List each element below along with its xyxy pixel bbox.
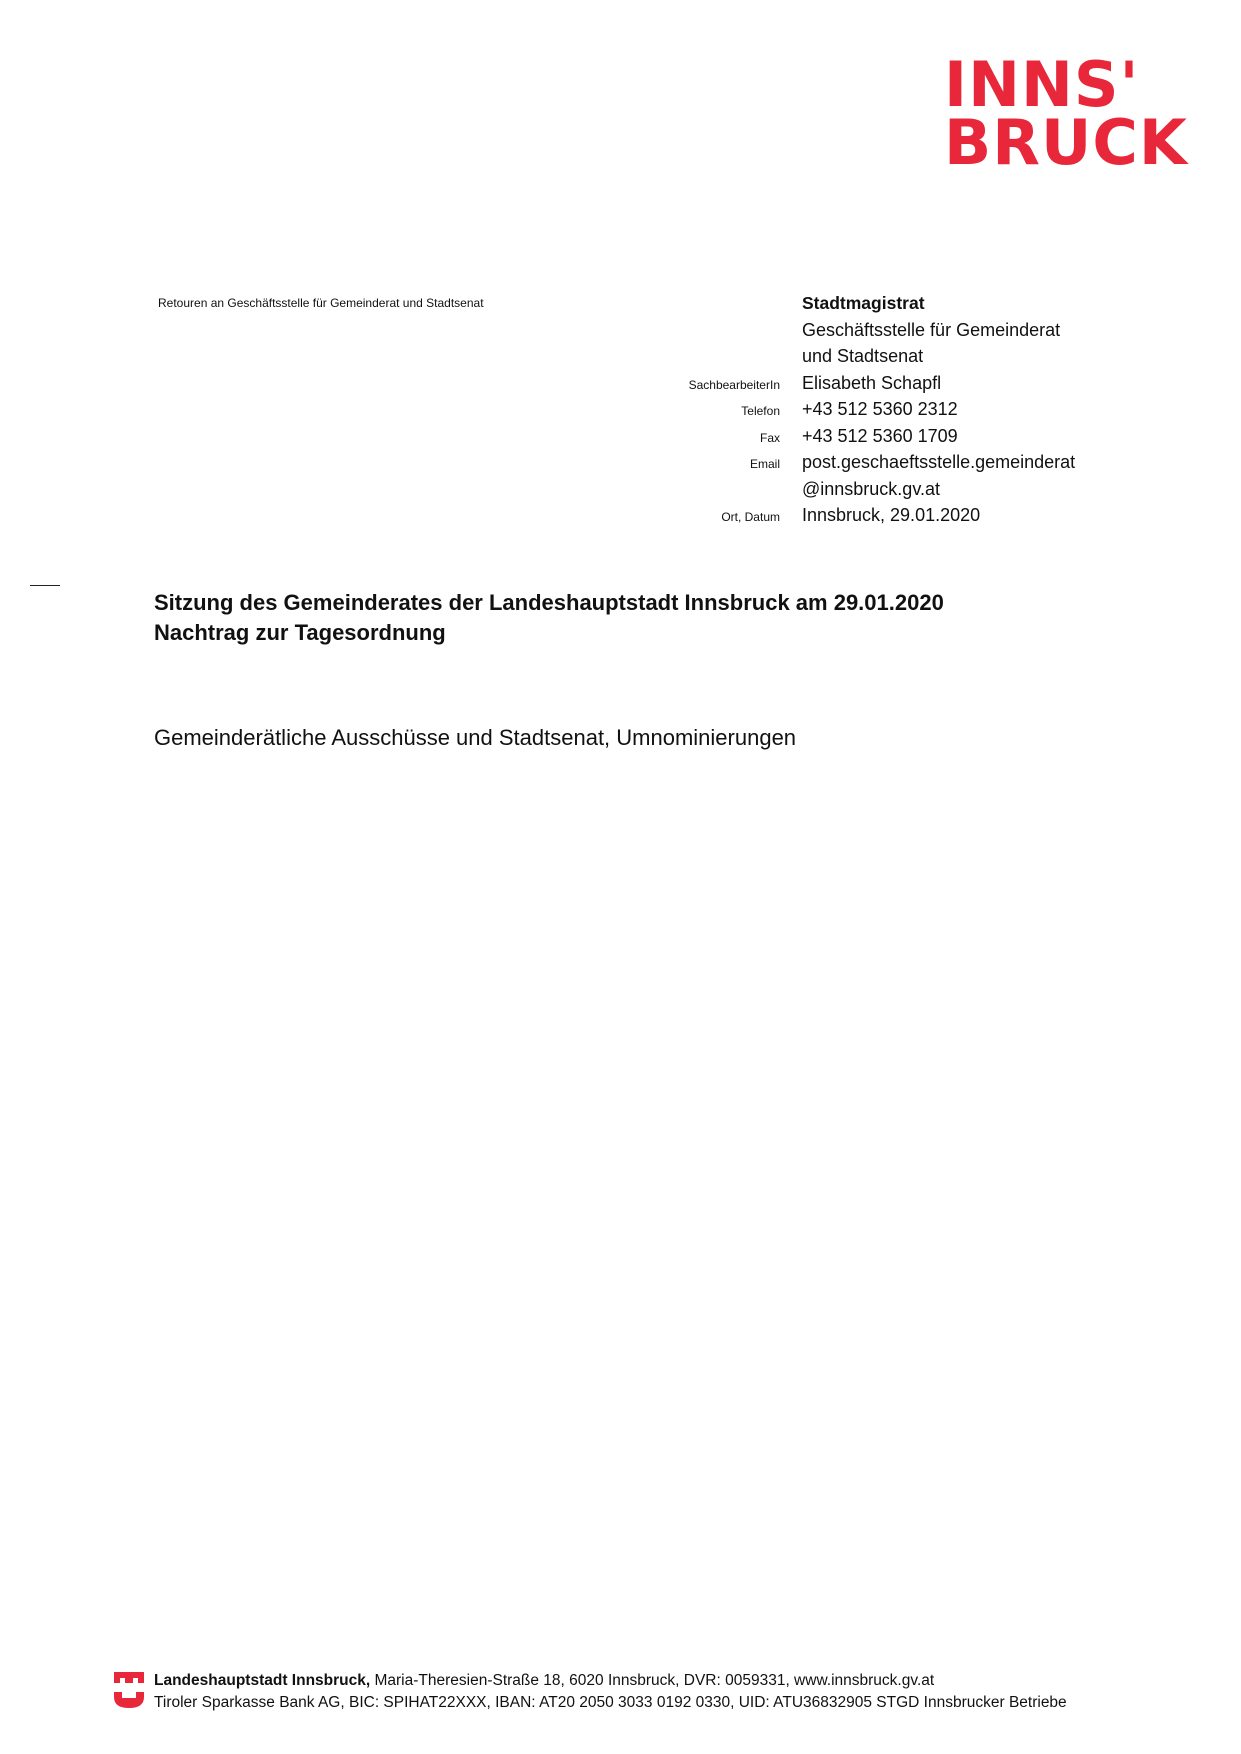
fax-label: Fax [759,430,780,445]
sender-dept-line-2: und Stadtsenat [802,346,924,366]
date-label: Ort, Datum [721,510,780,524]
fax-number: +43 512 5360 1709 [802,425,958,446]
date-row [600,505,1100,532]
footer-bank: Tiroler Sparkasse Bank AG, BIC: SPIHAT22XXX, IBAN: AT20 2050 3033 0192 0330, UID: ATU36832905 STGD Innsbrucker Betriebe [154,1694,1067,1711]
email-row [600,452,1100,479]
email-address-line-2: @innsbruck.gv.at [802,478,940,499]
clerk-name: Elisabeth Schapfl [802,372,942,393]
email-row-2 [600,479,1100,506]
subject-line-2: Nachtrag zur Tagesordnung [154,620,446,645]
logo-line-2: BRUCK [944,106,1188,179]
return-address: Retouren an Geschäftsstelle für Gemeinderat und Stadtsenat [158,296,484,310]
footer-org: Landeshauptstadt Innsbruck, [154,1672,371,1689]
agenda-topic: Gemeinderätliche Ausschüsse und Stadtsenat, Umnominierungen [154,725,797,750]
place-date: Innsbruck, 29.01.2020 [802,505,981,525]
innsbruck-logo [944,48,1190,179]
sender-org: Stadtmagistrat [802,293,925,313]
phone-row [600,399,1100,426]
sender-org-row [600,293,1100,320]
clerk-label: SachbearbeiterIn [688,377,780,392]
subject [154,588,944,648]
sender-dept-row-2 [600,346,1100,373]
city-crest-icon [112,1670,146,1710]
email-address-line-1: post.geschaeftsstelle.gemeinderat [802,452,1076,472]
logo-line-1: INNS' [944,48,1140,121]
phone-label: Telefon [741,404,780,418]
footer-line-1 [154,1670,1067,1692]
fax-row [600,426,1100,453]
phone-number: +43 512 5360 2312 [802,399,958,419]
footer [112,1670,1122,1714]
sender-dept-line-1: Geschäftsstelle für Gemeinderat [802,319,1061,340]
clerk-row [600,373,1100,400]
footer-text [154,1670,1067,1714]
fold-mark [30,585,60,586]
sender-block [600,293,1100,532]
sender-dept-row-1 [600,320,1100,347]
subject-line-1: Sitzung des Gemeinderates der Landeshauptstadt Innsbruck am 29.01.2020 [154,590,944,615]
email-label: Email [749,457,780,471]
footer-address: Maria-Theresien-Straße 18, 6020 Innsbruck, DVR: 0059331, www.innsbruck.gv.at [370,1672,935,1689]
